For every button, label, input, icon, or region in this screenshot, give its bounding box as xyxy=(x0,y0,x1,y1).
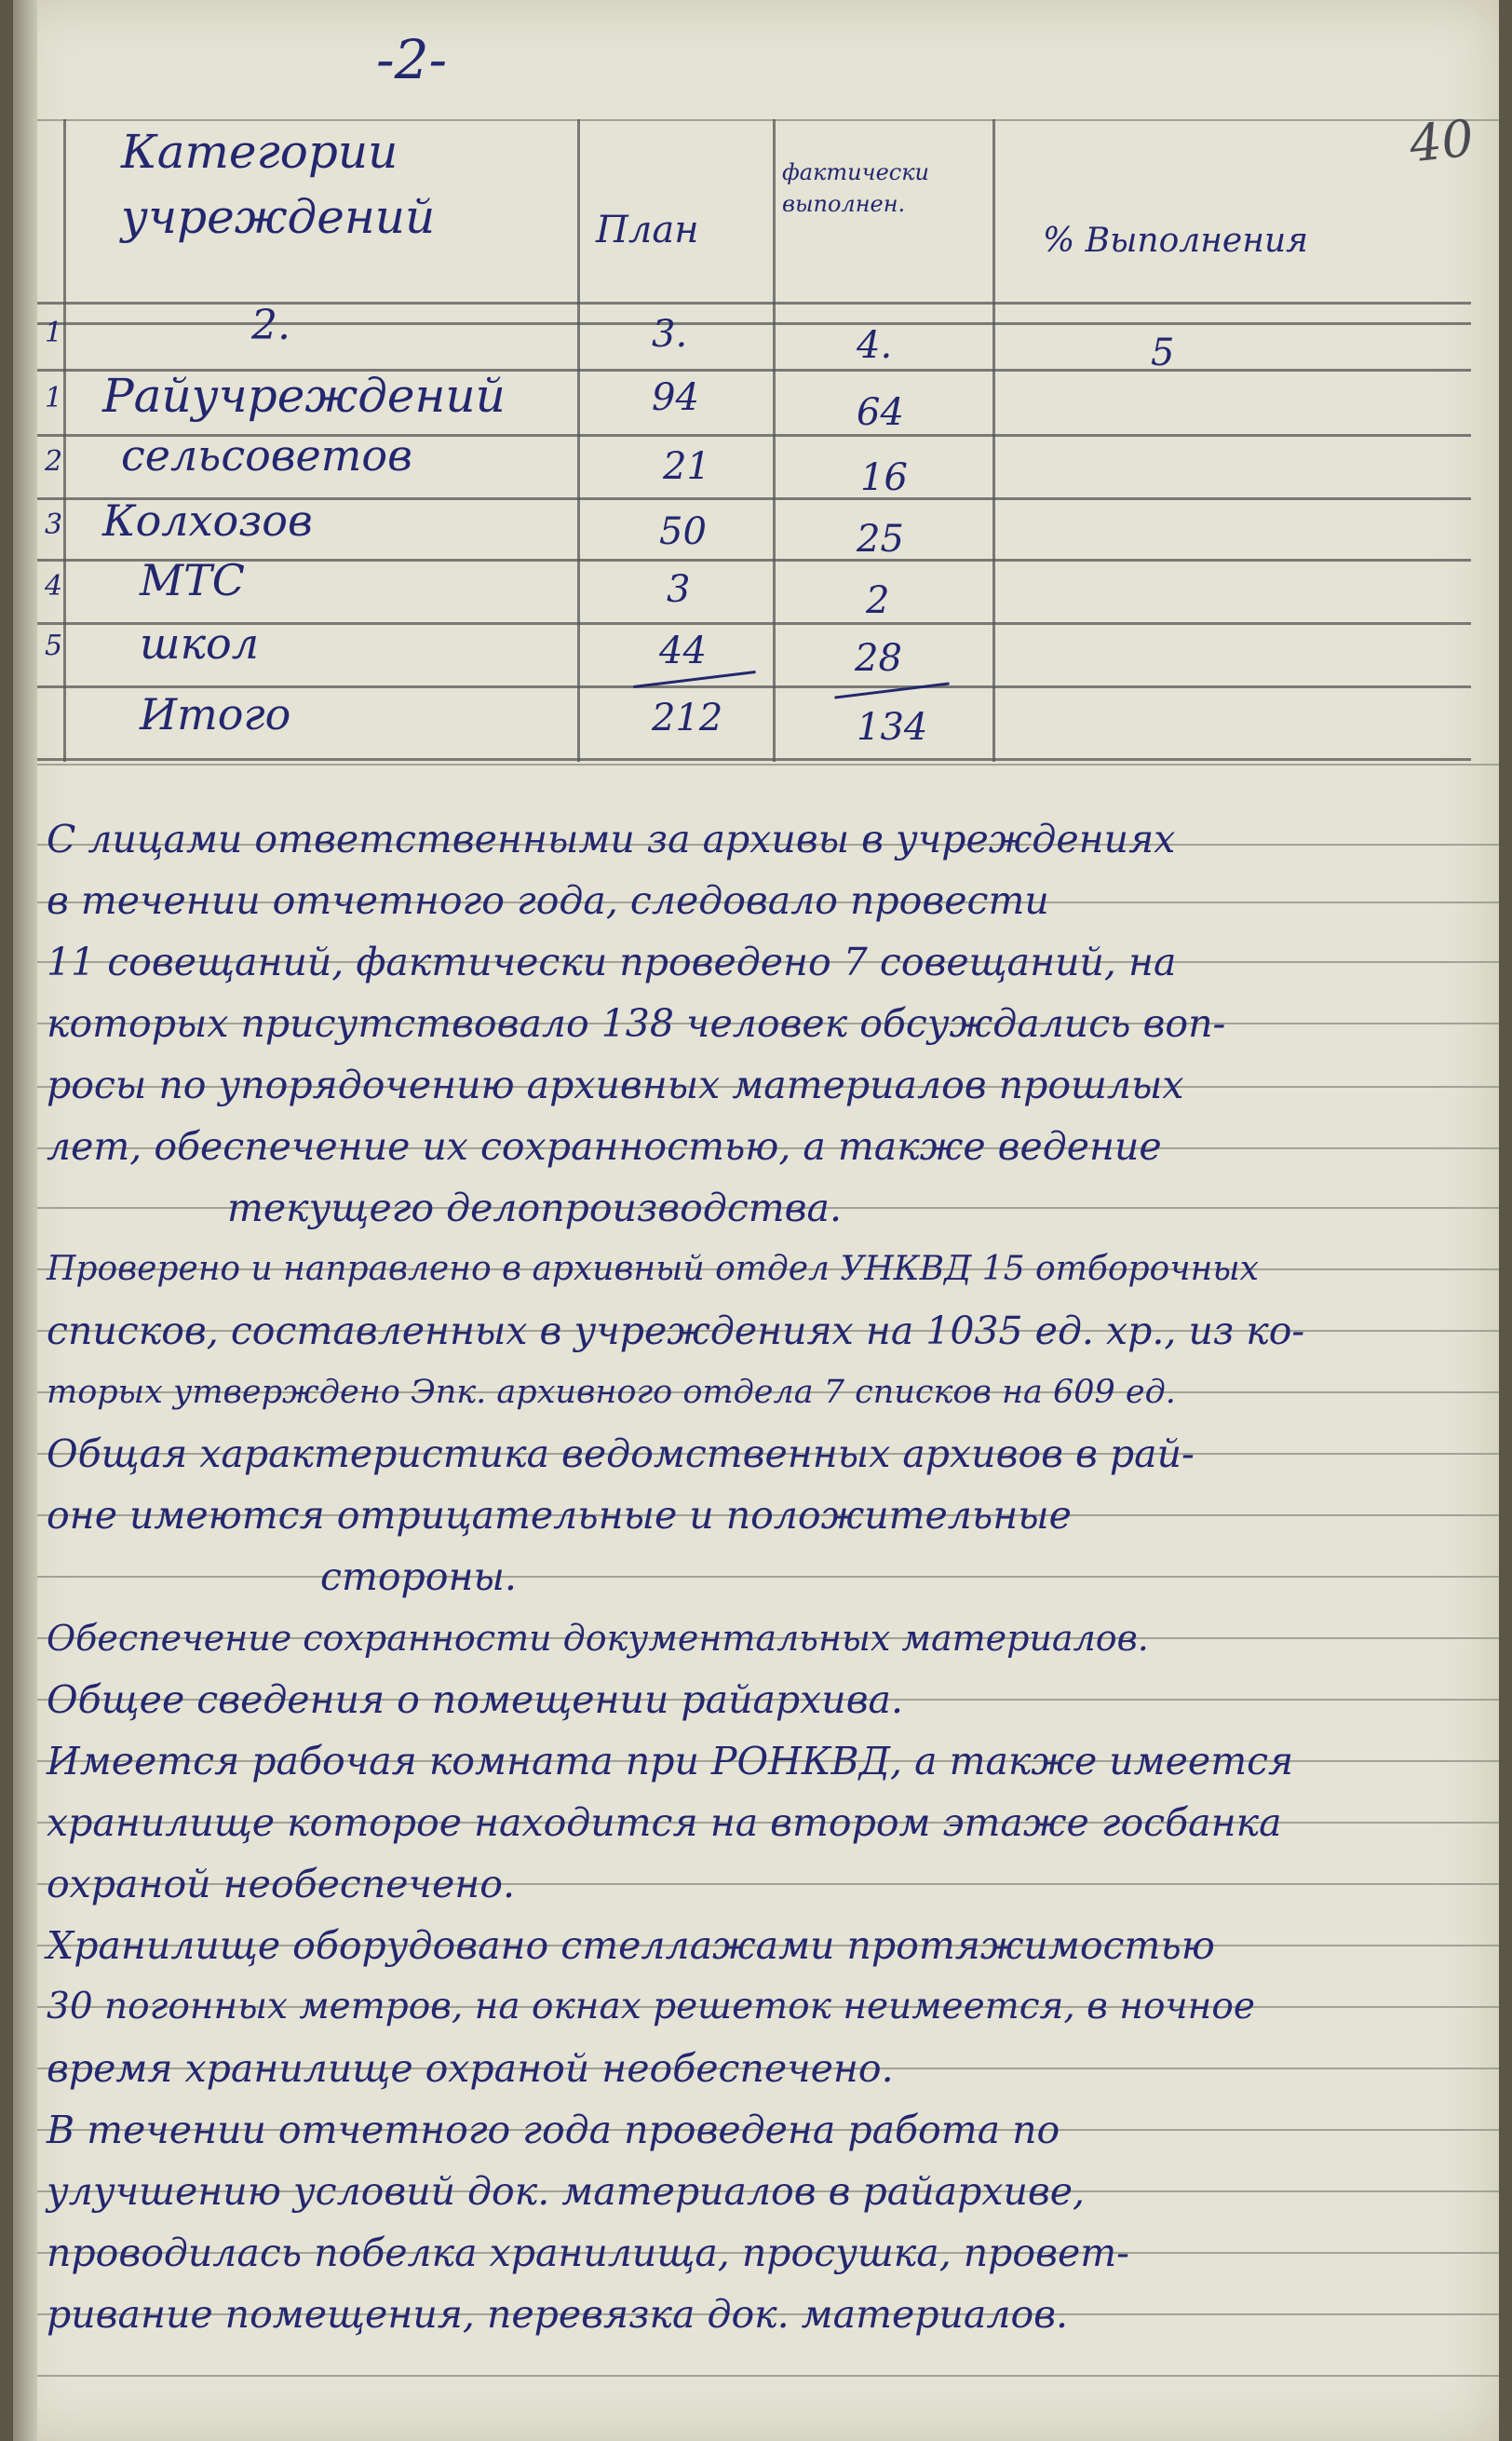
text-line: торых утверждено Эпк. архивного отдела 7 списков на 609 ед. xyxy=(47,1374,1176,1411)
header-plan: План xyxy=(596,209,699,251)
text-line: стороны. xyxy=(320,1554,517,1599)
row-number: 1 xyxy=(45,382,63,414)
text-line: С лицами ответственными за архивы в учреждениях xyxy=(47,817,1176,861)
archive-sheet-number: 40 xyxy=(1406,108,1477,174)
table-row-divider xyxy=(37,758,1471,761)
table-column-divider xyxy=(773,119,776,762)
text-line: текущего делопроизводства. xyxy=(227,1186,843,1230)
text-line: Общая характеристика ведомственных архивов в рай- xyxy=(47,1431,1195,1476)
table-row-divider xyxy=(37,559,1471,562)
text-line: проводилась побелка хранилища, просушка, провет- xyxy=(47,2231,1129,2275)
table-row-divider xyxy=(37,685,1471,688)
row-actual: 64 xyxy=(857,391,904,434)
row-category: Колхозов xyxy=(102,495,313,546)
row-category: сельсоветов xyxy=(121,430,412,481)
index-col3: 3. xyxy=(652,313,688,356)
total-actual: 134 xyxy=(857,706,928,749)
row-number: 4 xyxy=(45,570,63,603)
row-category: школ xyxy=(140,618,260,669)
row-category: МТС xyxy=(140,555,245,605)
total-label: Итого xyxy=(140,689,291,739)
text-line: охраной необеспечено. xyxy=(47,1862,515,1906)
row-plan: 44 xyxy=(659,630,707,672)
text-line: Имеется рабочая комната при РОНКВД, а также имеется xyxy=(47,1739,1294,1783)
header-categories: Категории учреждений xyxy=(121,125,436,244)
row-actual: 25 xyxy=(857,518,904,561)
index-col5: 5 xyxy=(1151,332,1175,374)
total-plan: 212 xyxy=(652,697,723,739)
header-percent: % Выполнения xyxy=(1043,222,1308,260)
text-line: 11 совещаний, фактически проведено 7 совещаний, на xyxy=(47,940,1177,984)
page-binding-edge xyxy=(13,0,37,2441)
text-line: В течении отчетного года проведена работа по xyxy=(47,2108,1060,2152)
row-plan: 50 xyxy=(659,510,707,553)
table-column-divider xyxy=(63,119,66,762)
table-column-divider xyxy=(577,119,580,762)
ruled-line xyxy=(37,764,1499,766)
row-number: 3 xyxy=(45,509,63,541)
index-col1: 1 xyxy=(45,317,63,349)
notebook-page xyxy=(13,0,1499,2441)
text-line: Общее сведения о помещении райархива. xyxy=(47,1677,904,1722)
row-plan: 94 xyxy=(652,376,699,419)
row-plan: 3 xyxy=(667,568,691,611)
ruled-line xyxy=(37,2375,1499,2377)
row-plan: 21 xyxy=(663,445,710,488)
row-number: 5 xyxy=(45,630,63,662)
row-actual: 2 xyxy=(866,579,890,622)
statistics-table xyxy=(37,119,1471,762)
index-col4: 4. xyxy=(857,324,893,367)
index-col2: 2. xyxy=(251,302,290,349)
text-line: хранилище которое находится на втором этаже госбанка xyxy=(47,1800,1282,1845)
text-line: Проверено и направлено в архивный отдел УНКВД 15 отборочных xyxy=(47,1250,1259,1288)
row-actual: 16 xyxy=(860,456,908,499)
text-line: Обеспечение сохранности документальных материалов. xyxy=(47,1618,1149,1659)
page-number: -2- xyxy=(376,28,448,91)
text-line: в течении отчетного года, следовало провести xyxy=(47,878,1049,923)
text-line: Хранилище оборудовано стеллажами протяжимостью xyxy=(47,1923,1215,1968)
text-line: время хранилище охраной необеспечено. xyxy=(47,2046,894,2091)
header-actual: фактически выполнен. xyxy=(782,159,930,217)
row-category: Райучреждений xyxy=(102,369,506,423)
text-line: оне имеются отрицательные и положительные xyxy=(47,1493,1072,1538)
text-line: росы по упорядочению архивных материалов прошлых xyxy=(47,1063,1184,1107)
text-line: списков, составленных в учреждениях на 1035 ед. хр., из ко- xyxy=(47,1309,1305,1353)
table-column-divider xyxy=(992,119,995,762)
row-actual: 28 xyxy=(855,637,902,680)
text-line: которых присутствовало 138 человек обсуждались воп- xyxy=(47,1001,1226,1046)
text-line: ривание помещения, перевязка док. материалов. xyxy=(47,2292,1069,2337)
text-line: 30 погонных метров, на окнах решеток неимеется, в ночное xyxy=(47,1986,1255,2027)
text-line: лет, обеспечение их сохранностью, а также ведение xyxy=(47,1124,1162,1169)
text-line: улучшению условий док. материалов в райархиве, xyxy=(47,2169,1086,2214)
row-number: 2 xyxy=(45,445,63,478)
